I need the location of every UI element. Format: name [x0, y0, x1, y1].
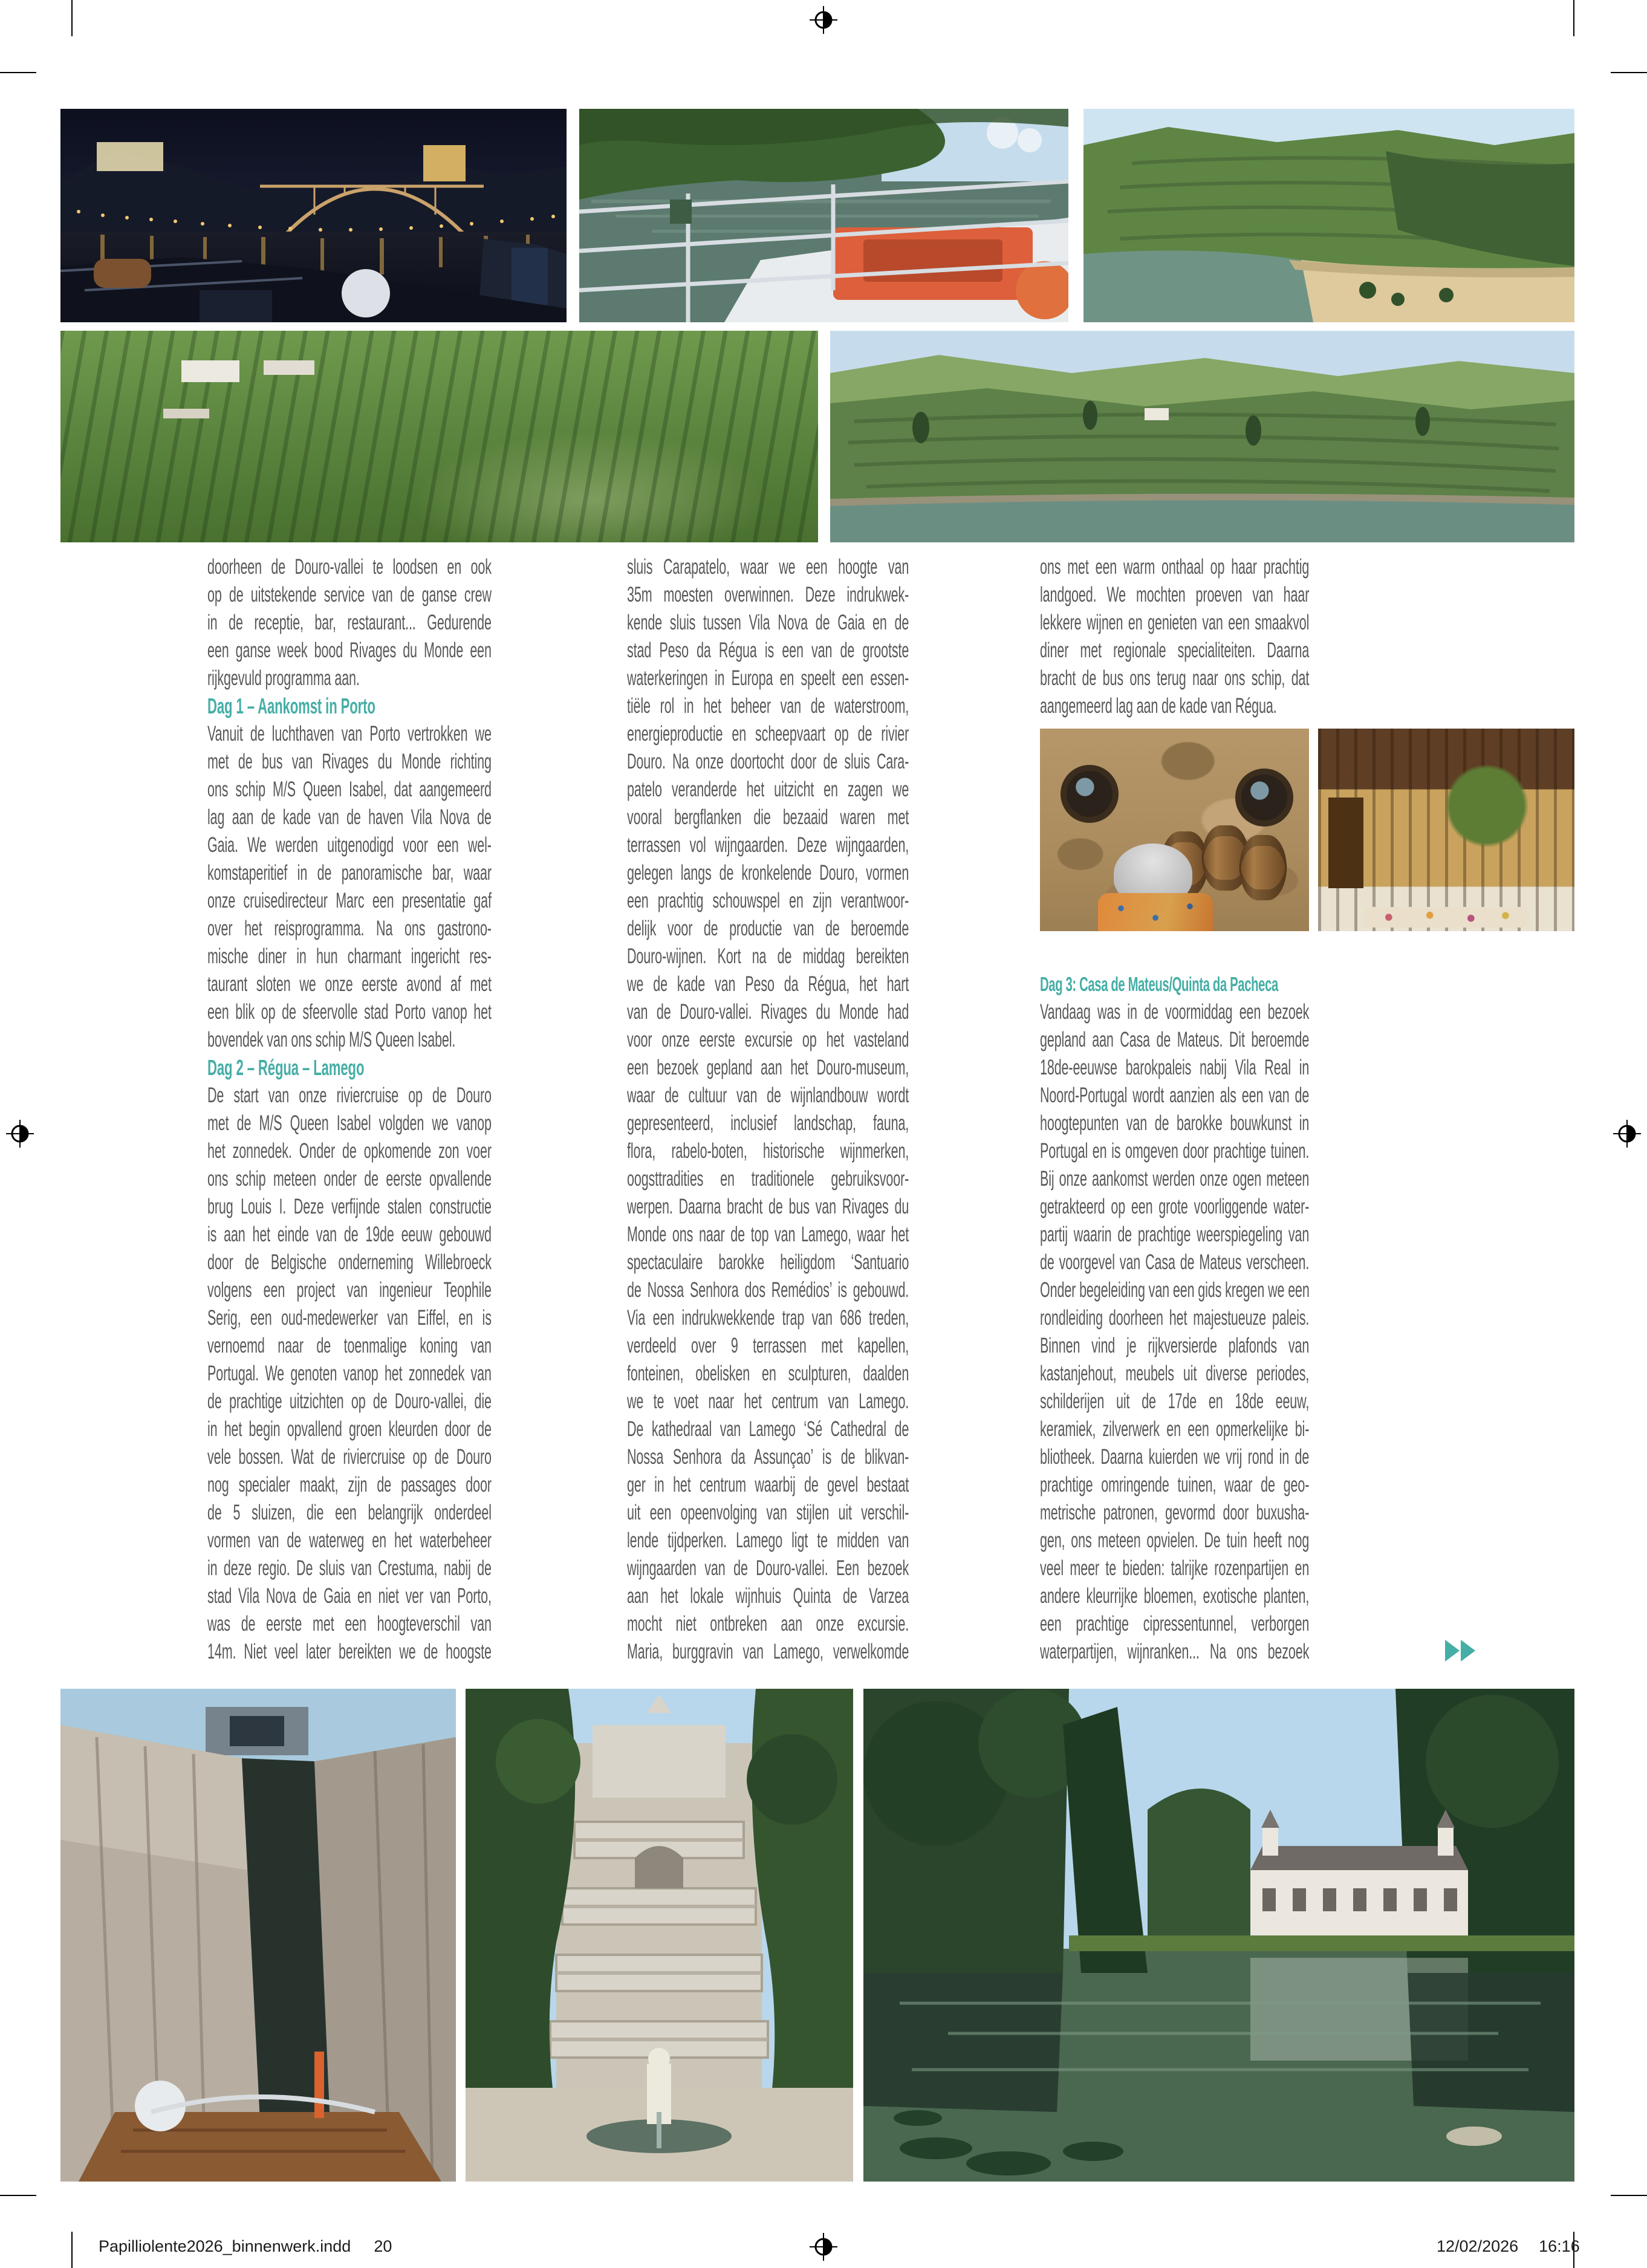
article-line: in deze regio. De sluis van Crestuma, nabij de [207, 1556, 492, 1580]
article-line: Serig, een oud-medewerker van Eiffel, en is [207, 1306, 492, 1330]
article-line: partij waarin de prachtige weerspiegeling van [1040, 1223, 1310, 1246]
article-line: gelegen langs de kronkelende Douro, vormen [627, 861, 909, 885]
article-line: gen, ons meteen opvielen. De tuin heeft nog [1040, 1529, 1310, 1552]
article-line: voor onze eerste excursie op het vasteland [627, 1028, 909, 1051]
article-line: Portugal en is omgeven door prachtige tuinen. [1040, 1139, 1310, 1163]
article-column-1 [207, 553, 492, 1666]
table-flowers [1364, 907, 1528, 928]
article-line: een blik op de sfeervolle stad Porto vanop het [207, 1000, 492, 1024]
article-line: diner met regionale specialiteiten. Daarna [1040, 638, 1310, 662]
article-line: Bij onze aankomst werden onze ogen meteen [1040, 1167, 1310, 1191]
continue-chevrons-icon [1445, 1640, 1484, 1662]
article-line: fonteinen, obelisken en sculpturen, daalden [627, 1362, 909, 1385]
photo-mateus-pond [863, 1689, 1574, 2182]
article-line: energieproductie en scheepvaart op de rivier [627, 722, 909, 746]
photo-porto-night [60, 109, 567, 322]
slug-page-number: 20 [374, 2237, 392, 2255]
photo-dining-room [1318, 729, 1574, 931]
registration-mark-icon [810, 2233, 837, 2261]
article-line: bracht de bus ons terug naar ons schip, dat [1040, 666, 1310, 690]
article-line: rijkgevuld programma aan. [207, 666, 360, 690]
article-line: het zonnedek. Onder de opkomende zon voer [207, 1139, 492, 1163]
crop-mark [0, 2195, 36, 2196]
crop-mark [71, 0, 73, 36]
registration-mark-icon [6, 1120, 34, 1148]
article-line: Portugal. We genoten vanop het zonnedek van [207, 1362, 492, 1385]
article-line: veel meer te bieden: talrijke rozenpartijen en [1040, 1556, 1310, 1580]
article-line: een ganse week bood Rivages du Monde een [207, 638, 492, 662]
article-line: sluis Carapatelo, waar we een hoogte van [627, 555, 909, 579]
article-line: 35m moesten overwinnen. Deze indrukwek- [627, 583, 909, 606]
article-line: metrische patronen, gevormd door buxusha- [1040, 1501, 1310, 1524]
crop-mark [1611, 72, 1647, 73]
article-line: komstaperitief in de panoramische bar, waar [207, 861, 492, 885]
article-line: schilderijen uit de 17de en 18de eeuw, [1040, 1389, 1310, 1413]
chandelier [1441, 765, 1532, 856]
article-line: tiële rol in het beheer van de waterstroom, [627, 694, 909, 718]
article-line: getrakteerd op een grote voorliggende water- [1040, 1195, 1310, 1218]
article-line: patelo veranderde het uitzicht en zagen we [627, 778, 909, 801]
article-line: een bezoek gepland aan het Douro-museum, [627, 1056, 909, 1079]
article-line: taurant sloten we onze eerste avond af met [207, 972, 492, 996]
article-line: we te voet naar het centrum van Lamego. [627, 1389, 909, 1413]
photo-vineyard-terraces [60, 331, 818, 542]
article-line: een prachtige cipressentunnel, verborgen [1040, 1612, 1310, 1636]
article-line: vooral bergflanken die bezaaid waren met [627, 805, 909, 829]
article-line: we de kade van Peso da Régua, het hart [627, 972, 909, 996]
article-line: over het reisprogramma. Na ons gastrono- [207, 917, 492, 940]
article-line: doorheen de Douro-vallei te loodsen en ook [207, 555, 492, 579]
article-line: lag aan de kade van de haven Vila Nova de [207, 805, 492, 829]
article-line: 14m. Niet veel later bereikten we de hoogste [207, 1640, 492, 1663]
print-date: 12/02/2026 [1437, 2237, 1519, 2255]
article-line: is aan het einde van de 19de eeuw gebouwd [207, 1223, 492, 1246]
print-datetime [1437, 2237, 1580, 2256]
article-line: in de receptie, bar, restaurant... Gedurende [207, 611, 492, 634]
print-time: 16:16 [1539, 2237, 1580, 2255]
article-line: Nossa Senhora da Assunçao’ is de blikvan- [627, 1445, 909, 1469]
article-line: lende tijdperken. Lamego ligt te midden van [627, 1529, 909, 1552]
article-line: met de M/S Queen Isabel volgden we vanop [207, 1111, 492, 1135]
article-line: rondleiding doorheen het majestueuze paleis. [1040, 1306, 1310, 1330]
quinta-building [181, 360, 239, 382]
article-line: Onder begeleiding van een gids kregen we een [1040, 1278, 1310, 1302]
article-line: stad Peso da Régua is een van de grootste [627, 638, 909, 662]
article-line: ger in het centrum waarbij de gevel bestaat [627, 1473, 909, 1496]
article-line: Gaia. We werden uitgenodigd voor een wel- [207, 833, 492, 857]
article-line: waar de cultuur van de wijnlandbouw wordt [627, 1084, 909, 1107]
article-line: kende sluis tussen Vila Nova de Gaia en de [627, 611, 909, 634]
article-line: nog specialer maakt, zijn de passages door [207, 1473, 492, 1496]
article-line: kastanjehout, meubels uit diverse periodes, [1040, 1362, 1310, 1385]
article-line: vele bossen. Wat de riviercruise op de Douro [207, 1445, 492, 1469]
article-line: flora, rabelo-boten, historische wijnmerken, [627, 1139, 909, 1163]
crop-mark [1611, 2195, 1647, 2196]
article-line: andere kleurrijke bloemen, exotische planten, [1040, 1584, 1310, 1608]
article-line: terrassen vol wijngaarden. Deze wijngaarden, [627, 833, 909, 857]
article-line: lekkere wijnen en genieten van een smaakvol [1040, 611, 1310, 634]
slug-filename: Papilliolente2026_binnenwerk.indd [99, 2237, 351, 2255]
article-line: gepland aan Casa de Mateus. Dit beroemde [1040, 1028, 1310, 1051]
article-line: delijk voor de productie van de beroemde [627, 917, 909, 940]
round-mirror [1235, 768, 1293, 827]
article-line: Douro-wijnen. Kort na de middag bereikten [627, 944, 909, 968]
article-line: prachtige omringende tuinen, waar de geo- [1040, 1473, 1310, 1496]
day-heading: Dag 2 – Régua – Lamego [207, 1055, 365, 1080]
article-line: stad Vila Nova de Gaia en niet ver van Porto, [207, 1584, 492, 1608]
article-line: de prachtige uitzichten op de Douro-vallei, die [207, 1389, 492, 1413]
article-line: aan het lokale wijnhuis Quinta de Varzea [627, 1584, 909, 1608]
article-line: ons schip meteen onder de eerste opvallende [207, 1167, 492, 1191]
article-line: keramiek, zilverwerk en een opmerkelijke bi- [1040, 1417, 1310, 1441]
article-line: spectaculaire barokke heiligdom ‘Santuario [627, 1250, 909, 1274]
article-line: Maria, burggravin van Lamego, verwelkomde [627, 1640, 909, 1663]
article-line: mocht niet ontbreken aan onze excursie. [627, 1612, 909, 1636]
article-line: Vandaag was in de voormiddag een bezoek [1040, 1000, 1310, 1024]
article-line: aangemeerd lag aan de kade van Régua. [1040, 694, 1277, 718]
article-line: mische diner in hun charmant ingericht res- [207, 944, 492, 968]
crop-mark [71, 2232, 73, 2268]
article-line: 18de-eeuwse barokpaleis nabij Vila Real in [1040, 1056, 1310, 1079]
photo-lock-chamber [60, 1689, 456, 2182]
photo-river-deck [579, 109, 1068, 322]
article-line: een prachtig schouwspel en zijn verantwoor- [627, 889, 909, 912]
article-line: bliotheek. Daarna kuierden we vrij rond in de [1040, 1445, 1310, 1469]
article-line: onze cruisedirecteur Marc een presentatie gaf [207, 889, 492, 912]
article-line: ons schip M/S Queen Isabel, dat aangemeerd [207, 778, 492, 801]
article-line: volgens een project van ingenieur Teophile [207, 1278, 492, 1302]
article-line: met de bus van Rivages du Monde richting [207, 750, 492, 773]
article-line: Douro. Na onze doortocht door de sluis Cara- [627, 750, 909, 773]
article-line: oogsttradities en traditionele gebruiksvoor- [627, 1167, 909, 1191]
registration-mark-icon [810, 6, 837, 34]
guide-scarf [1098, 893, 1213, 931]
day-heading: Dag 3: Casa de Mateus/Quinta da Pacheca [1040, 973, 1278, 995]
article-line: Vanuit de luchthaven van Porto vertrokken we [207, 722, 492, 746]
article-column-3-heading [1040, 970, 1309, 998]
article-line: Via een indrukwekkende trap van 686 treden, [627, 1306, 909, 1330]
wine-barrel [1239, 835, 1287, 900]
article-line: de Nossa Senhora dos Remédios’ is gebouwd. [627, 1278, 909, 1302]
article-line: in het begin opvallend groen kleurden door de [207, 1417, 492, 1441]
crop-mark [0, 72, 36, 73]
article-line: De kathedraal van Lamego ‘Sé Cathedral de [627, 1417, 909, 1441]
article-column-3-bottom [1040, 998, 1309, 1666]
article-line: bovendek van ons schip M/S Queen Isabel. [207, 1028, 456, 1051]
article-line: Monde ons naar de top van Lamego, waar het [627, 1223, 909, 1246]
article-line: De start van onze riviercruise op de Douro [207, 1084, 492, 1107]
door-frame [1328, 798, 1363, 888]
photo-river-beach [1083, 109, 1574, 322]
article-line: Binnen vind je rijkversierde plafonds van [1040, 1334, 1310, 1357]
article-line: op de uitstekende service van de ganse crew [207, 583, 492, 606]
article-line: waterkeringen in Europa en speelt een essen- [627, 666, 909, 690]
article-line: vernoemd naar de toenmalige koning van [207, 1334, 492, 1357]
photo-douro-vineyards-river [830, 331, 1574, 542]
article-line: was de eerste met een hoogteverschil van [207, 1612, 492, 1636]
article-line: hoogtepunten van de barokke bouwkunst in [1040, 1111, 1310, 1135]
crop-mark [1573, 0, 1574, 36]
article-line: door de Belgische onderneming Willebroeck [207, 1250, 492, 1274]
photo-remedios-staircase [466, 1689, 853, 2182]
article-column-3-top [1040, 553, 1309, 720]
article-line: landgoed. We mochten proeven van haar [1040, 583, 1310, 606]
round-mirror [1061, 765, 1119, 823]
article-line: uit een opeenvolging van stijlen uit verschil- [627, 1501, 909, 1524]
day-heading: Dag 1 – Aankomst in Porto [207, 694, 375, 718]
article-line: de voorgevel van Casa de Mateus verscheen. [1040, 1250, 1310, 1274]
article-line: wijngaarden van de Douro-vallei. Een bezoek [627, 1556, 909, 1580]
article-line: vormen van de waterweg en het waterbeheer [207, 1529, 492, 1552]
article-line: brug Louis I. Deze verfijnde stalen constructie [207, 1195, 492, 1218]
photo-wine-guide [1040, 729, 1309, 931]
article-line: waterpartijen, wijnranken... Na ons bezoek [1040, 1640, 1310, 1663]
article-line: van de Douro-vallei. Rivages du Monde had [627, 1000, 909, 1024]
article-line: Noord-Portugal wordt aanzien als een van de [1040, 1084, 1310, 1107]
article-line: werpen. Daarna bracht de bus van Rivages du [627, 1195, 909, 1218]
document-slug [99, 2237, 392, 2256]
article-line: verdeeld over 9 terrassen met kapellen, [627, 1334, 909, 1357]
article-line: de 5 sluizen, die een belangrijk onderdeel [207, 1501, 492, 1524]
article-line: ons met een warm onthaal op haar prachtig [1040, 555, 1310, 579]
article-column-2 [627, 553, 909, 1666]
registration-mark-icon [1613, 1120, 1641, 1148]
article-line: gepresenteerd, inclusief landschap, fauna, [627, 1111, 909, 1135]
